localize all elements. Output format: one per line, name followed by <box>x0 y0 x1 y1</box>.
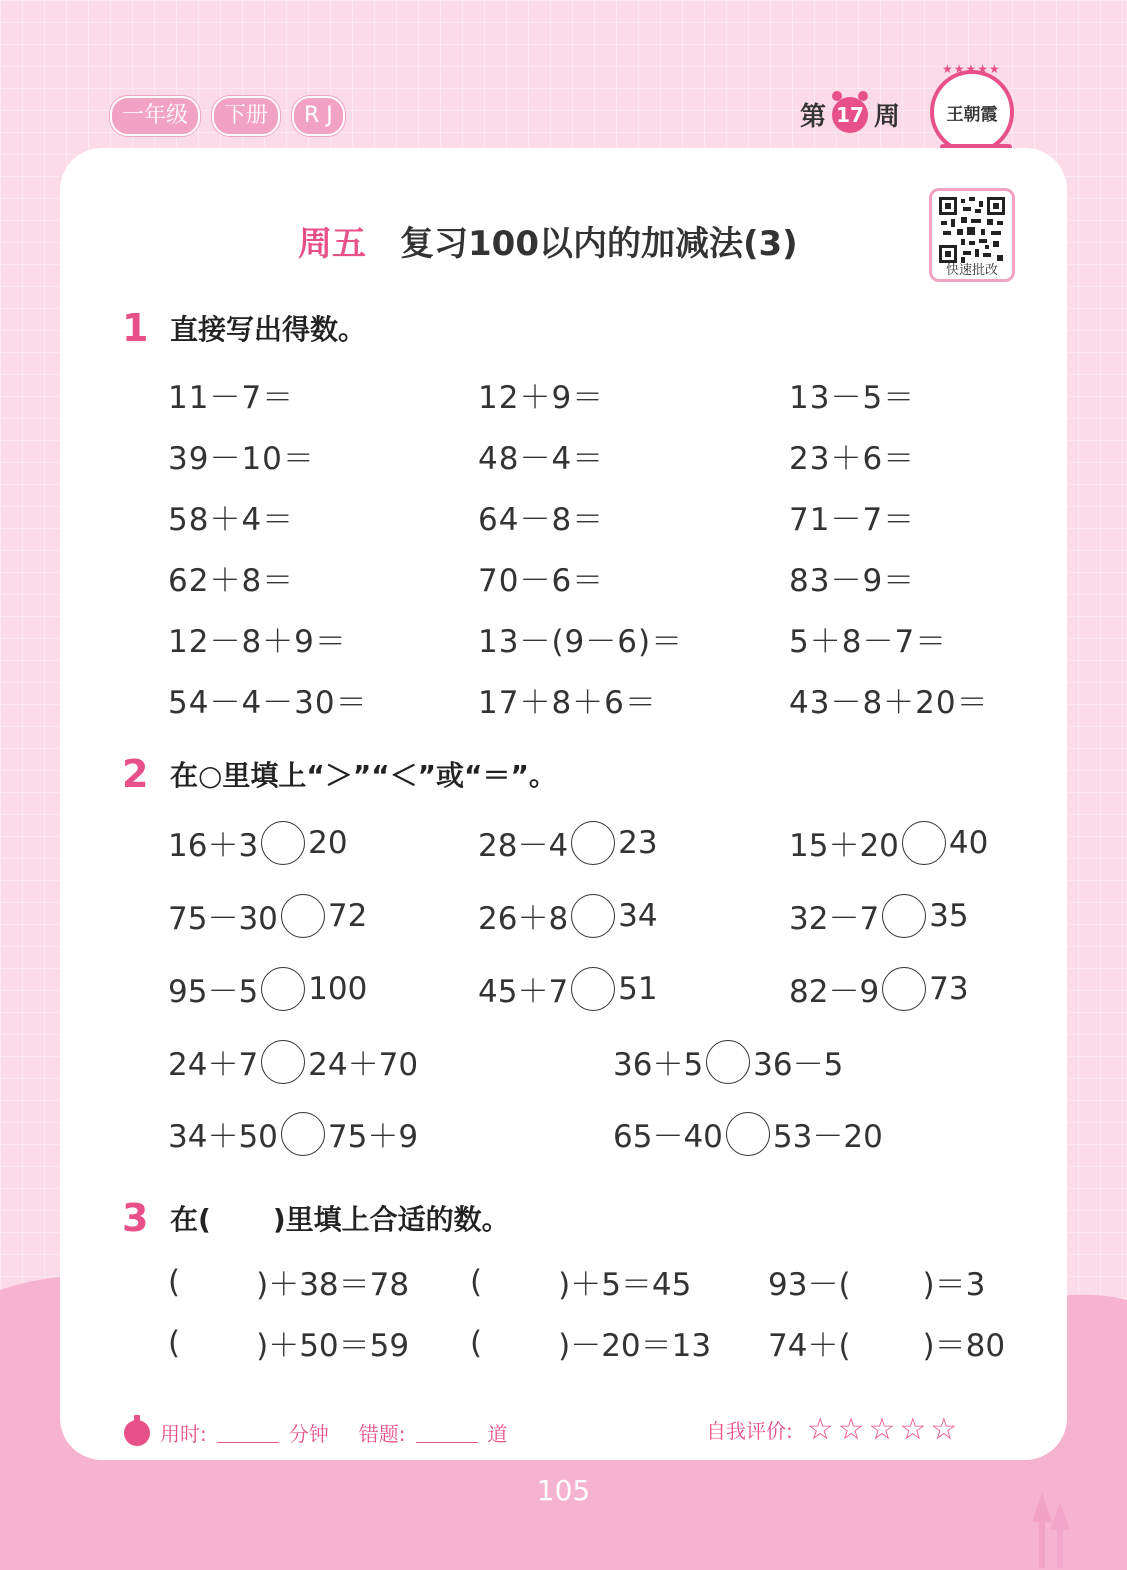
rating-stars-icon[interactable]: ☆☆☆☆☆ <box>806 1412 962 1447</box>
fill-post: )＝80 <box>922 1328 1006 1364</box>
comparison <box>168 1111 418 1156</box>
section-3-heading <box>122 1196 510 1240</box>
answer-circle[interactable] <box>261 821 305 865</box>
comparison-right: 23 <box>618 824 658 861</box>
section-instruction-start: 在( <box>170 1203 211 1236</box>
equation: 12＋9＝ <box>478 380 605 416</box>
fill-blank-equation <box>168 1320 409 1365</box>
section-number: 1 <box>122 306 149 350</box>
comparison-left: 65－40 <box>613 1119 723 1155</box>
answer-circle[interactable] <box>261 1040 305 1084</box>
errors-unit: 道 <box>487 1422 508 1446</box>
comparison-left: 82－9 <box>789 974 880 1010</box>
fill-pre: ( <box>470 1263 483 1300</box>
equation: 11－7＝ <box>168 380 295 416</box>
equation: 23＋6＝ <box>789 441 916 477</box>
time-blank[interactable] <box>217 1422 279 1443</box>
section-instruction: 在○里填上“＞”“＜”或“＝”。 <box>170 759 557 792</box>
comparison-right: 20 <box>308 824 348 861</box>
rating-label: 自我评价: <box>706 1419 793 1443</box>
answer-circle[interactable] <box>281 1112 325 1156</box>
logo-stars-icon: ★★★★★ <box>942 62 1001 76</box>
qr-code[interactable] <box>929 188 1015 282</box>
comparison-right: 100 <box>308 970 368 1007</box>
fill-pre: 74＋( <box>768 1328 851 1364</box>
equation: 17＋8＋6＝ <box>478 685 657 721</box>
fill-blank-equation <box>168 1259 409 1304</box>
section-2-heading <box>122 752 557 796</box>
equation: 13－5＝ <box>789 380 916 416</box>
fill-pre: ( <box>168 1324 181 1361</box>
comparison-left: 45＋7 <box>478 974 569 1010</box>
comparison-right: 53－20 <box>772 1119 883 1155</box>
comparison-right: 72 <box>327 897 368 934</box>
week-suffix: 周 <box>874 102 901 132</box>
equation: 70－6＝ <box>478 563 605 599</box>
equation: 43－8＋20＝ <box>789 685 989 721</box>
comparison-left: 95－5 <box>168 974 259 1010</box>
fill-post: )＋38＝78 <box>256 1267 410 1303</box>
page-number: 105 <box>536 1474 591 1507</box>
comparison-right: 35 <box>929 897 969 934</box>
page-title <box>298 216 798 265</box>
comparison <box>478 820 658 865</box>
fill-pre: ( <box>168 1263 181 1300</box>
comparison-right: 40 <box>948 824 989 861</box>
qr-code-icon <box>939 197 1005 263</box>
comparison-left: 34＋50 <box>168 1119 278 1155</box>
title-main: 复习100以内的加减法(3) <box>400 224 798 264</box>
equation: 54－4－30＝ <box>168 685 368 721</box>
week-prefix: 第 <box>800 102 827 132</box>
answer-circle[interactable] <box>281 894 325 938</box>
week-indicator <box>800 96 900 133</box>
errors-label: 错题: <box>358 1422 406 1446</box>
fill-blank-equation <box>470 1259 691 1304</box>
equation: 48－4＝ <box>478 441 605 477</box>
errors-blank[interactable] <box>416 1422 478 1443</box>
comparison <box>789 820 988 865</box>
comparison-left: 75－30 <box>168 901 278 937</box>
stopwatch-icon <box>124 1420 150 1446</box>
comparison-left: 16＋3 <box>168 828 259 864</box>
comparison-left: 36＋5 <box>613 1047 704 1083</box>
section-instruction: 直接写出得数。 <box>170 313 367 346</box>
answer-circle[interactable] <box>571 821 615 865</box>
comparison-right: 75＋9 <box>327 1119 419 1155</box>
equation: 62＋8＝ <box>168 563 295 599</box>
comparison-left: 24＋7 <box>168 1047 259 1083</box>
fill-pre: ( <box>470 1324 483 1361</box>
answer-circle[interactable] <box>261 967 305 1011</box>
fill-blank-equation <box>470 1320 711 1365</box>
comparison <box>478 893 658 938</box>
qr-label: 快速批改 <box>945 263 998 278</box>
time-and-errors <box>124 1418 508 1447</box>
equation: 83－9＝ <box>789 563 916 599</box>
comparison <box>789 966 969 1011</box>
equation: 13－(9－6)＝ <box>478 624 684 660</box>
comparison <box>168 966 367 1011</box>
comparison-left: 26＋8 <box>478 901 569 937</box>
equation: 58＋4＝ <box>168 502 295 538</box>
volume-tag: 下册 <box>212 96 280 136</box>
equation: 64－8＝ <box>478 502 605 538</box>
grade-tag: 一年级 <box>110 96 200 136</box>
answer-circle[interactable] <box>882 894 926 938</box>
logo-text: 王朝霞 <box>946 104 998 125</box>
comparison-right: 24＋70 <box>308 1047 419 1083</box>
edition-tag: R J <box>292 96 345 136</box>
comparison <box>168 893 367 938</box>
comparison-right: 36－5 <box>753 1047 844 1083</box>
fill-post: )＋50＝59 <box>256 1328 410 1364</box>
comparison <box>168 820 348 865</box>
comparison <box>478 966 658 1011</box>
comparison <box>613 1111 883 1156</box>
section-number: 2 <box>122 752 149 796</box>
fill-post: )－20＝13 <box>558 1328 712 1364</box>
comparison <box>168 1039 418 1084</box>
fill-pre: 93－( <box>768 1267 851 1303</box>
comparison-left: 15＋20 <box>789 828 899 864</box>
answer-circle[interactable] <box>726 1112 770 1156</box>
section-number: 3 <box>122 1196 149 1240</box>
equation: 5＋8－7＝ <box>789 624 948 660</box>
fill-post: )＋5＝45 <box>558 1267 692 1303</box>
fill-blank-equation <box>768 1259 985 1304</box>
comparison-left: 32－7 <box>789 901 880 937</box>
answer-circle[interactable] <box>882 967 926 1011</box>
comparison <box>789 893 969 938</box>
section-1-heading <box>122 306 366 350</box>
time-label: 用时: <box>160 1422 207 1446</box>
comparison-right: 34 <box>618 897 658 934</box>
equation: 39－10＝ <box>168 441 315 477</box>
time-unit: 分钟 <box>288 1422 329 1446</box>
comparison-right: 51 <box>618 970 658 1007</box>
equation: 12－8＋9＝ <box>168 624 347 660</box>
equation: 71－7＝ <box>789 502 916 538</box>
comparison-left: 28－4 <box>478 828 569 864</box>
brand-logo <box>930 62 1014 154</box>
section-instruction-end: )里填上合适的数。 <box>272 1203 510 1236</box>
week-number-badge: 17 <box>832 97 868 133</box>
fill-blank-equation <box>768 1320 1005 1365</box>
title-day: 周五 <box>298 224 366 264</box>
answer-circle[interactable] <box>902 821 946 865</box>
comparison-right: 73 <box>929 970 969 1007</box>
answer-circle[interactable] <box>571 967 615 1011</box>
comparison <box>613 1039 843 1084</box>
grade-tags <box>110 96 345 136</box>
answer-circle[interactable] <box>706 1040 750 1084</box>
self-rating <box>706 1412 961 1447</box>
fill-post: )＝3 <box>922 1267 986 1303</box>
arrows-icon <box>1030 1490 1074 1568</box>
answer-circle[interactable] <box>571 894 615 938</box>
